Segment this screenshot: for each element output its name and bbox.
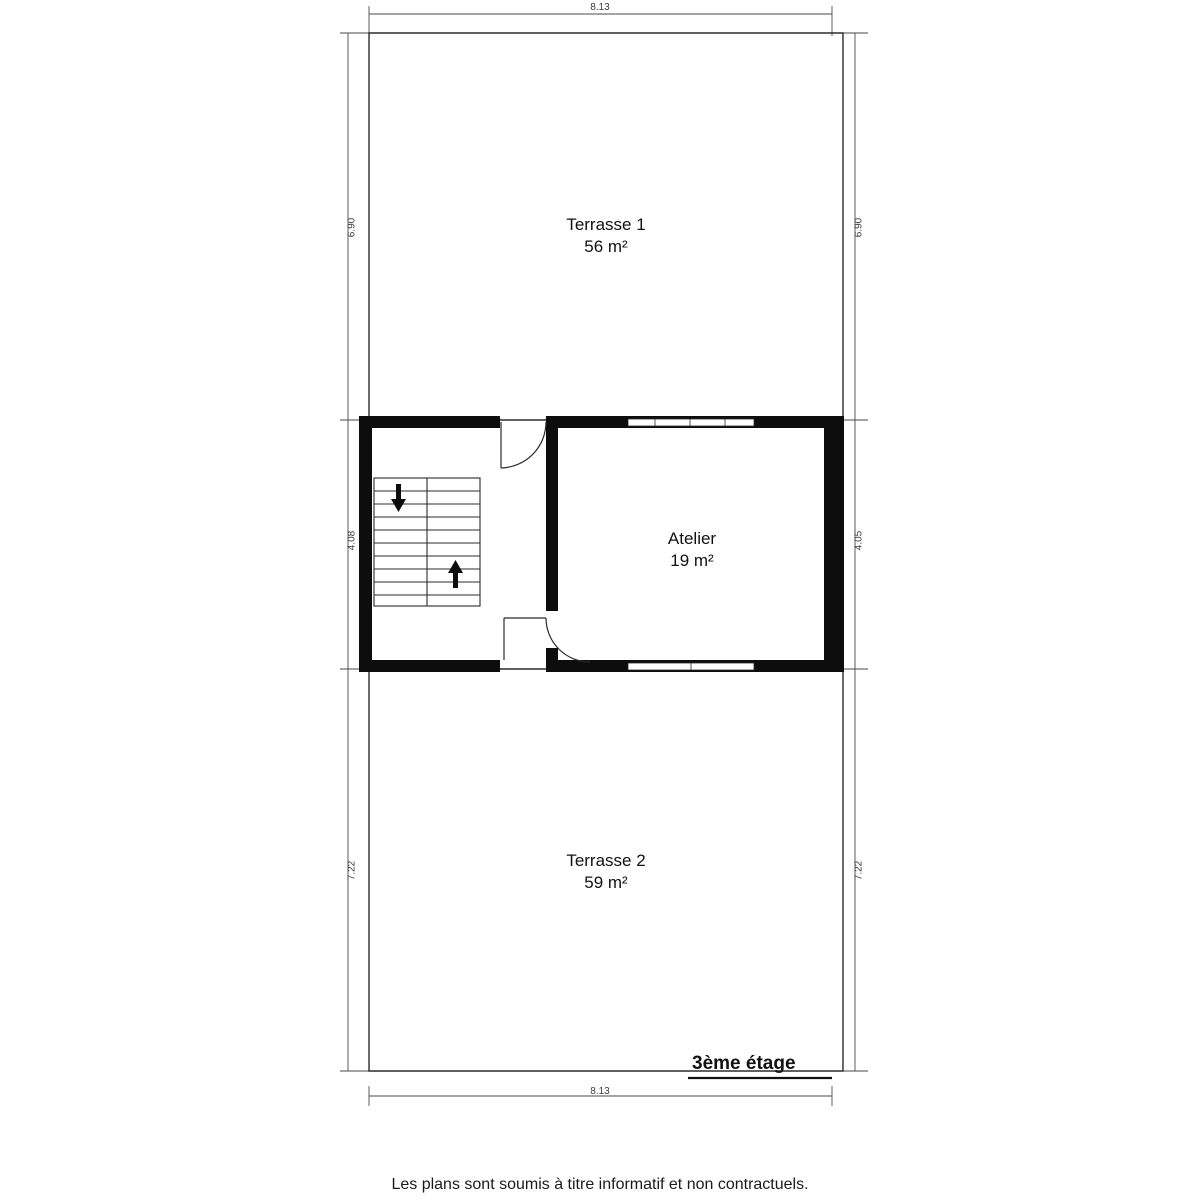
dimension-left-middle: 4.08 <box>346 530 358 551</box>
dimension-right-lower: 7.22 <box>853 860 865 881</box>
room-area: 59 m² <box>584 873 628 892</box>
dimension-left-upper: 6.90 <box>346 217 358 238</box>
room-label-atelier <box>572 528 812 572</box>
room-name: Terrasse 2 <box>566 851 646 870</box>
floor-title: 3ème étage <box>692 1053 796 1074</box>
staircase <box>374 478 480 606</box>
dimension-left-lower: 7.22 <box>346 860 358 881</box>
room-name: Atelier <box>667 529 717 548</box>
dimension-top-width: 8.13 <box>590 2 610 13</box>
dimension-right-upper: 6.90 <box>853 217 865 238</box>
room-name: Terrasse 1 <box>566 215 646 234</box>
room-area: 19 m² <box>670 551 714 570</box>
dimension-bottom-width: 8.13 <box>590 1086 610 1097</box>
room-label-terrasse-2 <box>486 850 726 894</box>
room-label-terrasse-1 <box>486 214 726 258</box>
disclaimer-text: Les plans sont soumis à titre informatif et non contractuels. <box>391 1176 809 1193</box>
room-area: 56 m² <box>584 237 628 256</box>
dimension-right-middle: 4.05 <box>853 530 865 551</box>
